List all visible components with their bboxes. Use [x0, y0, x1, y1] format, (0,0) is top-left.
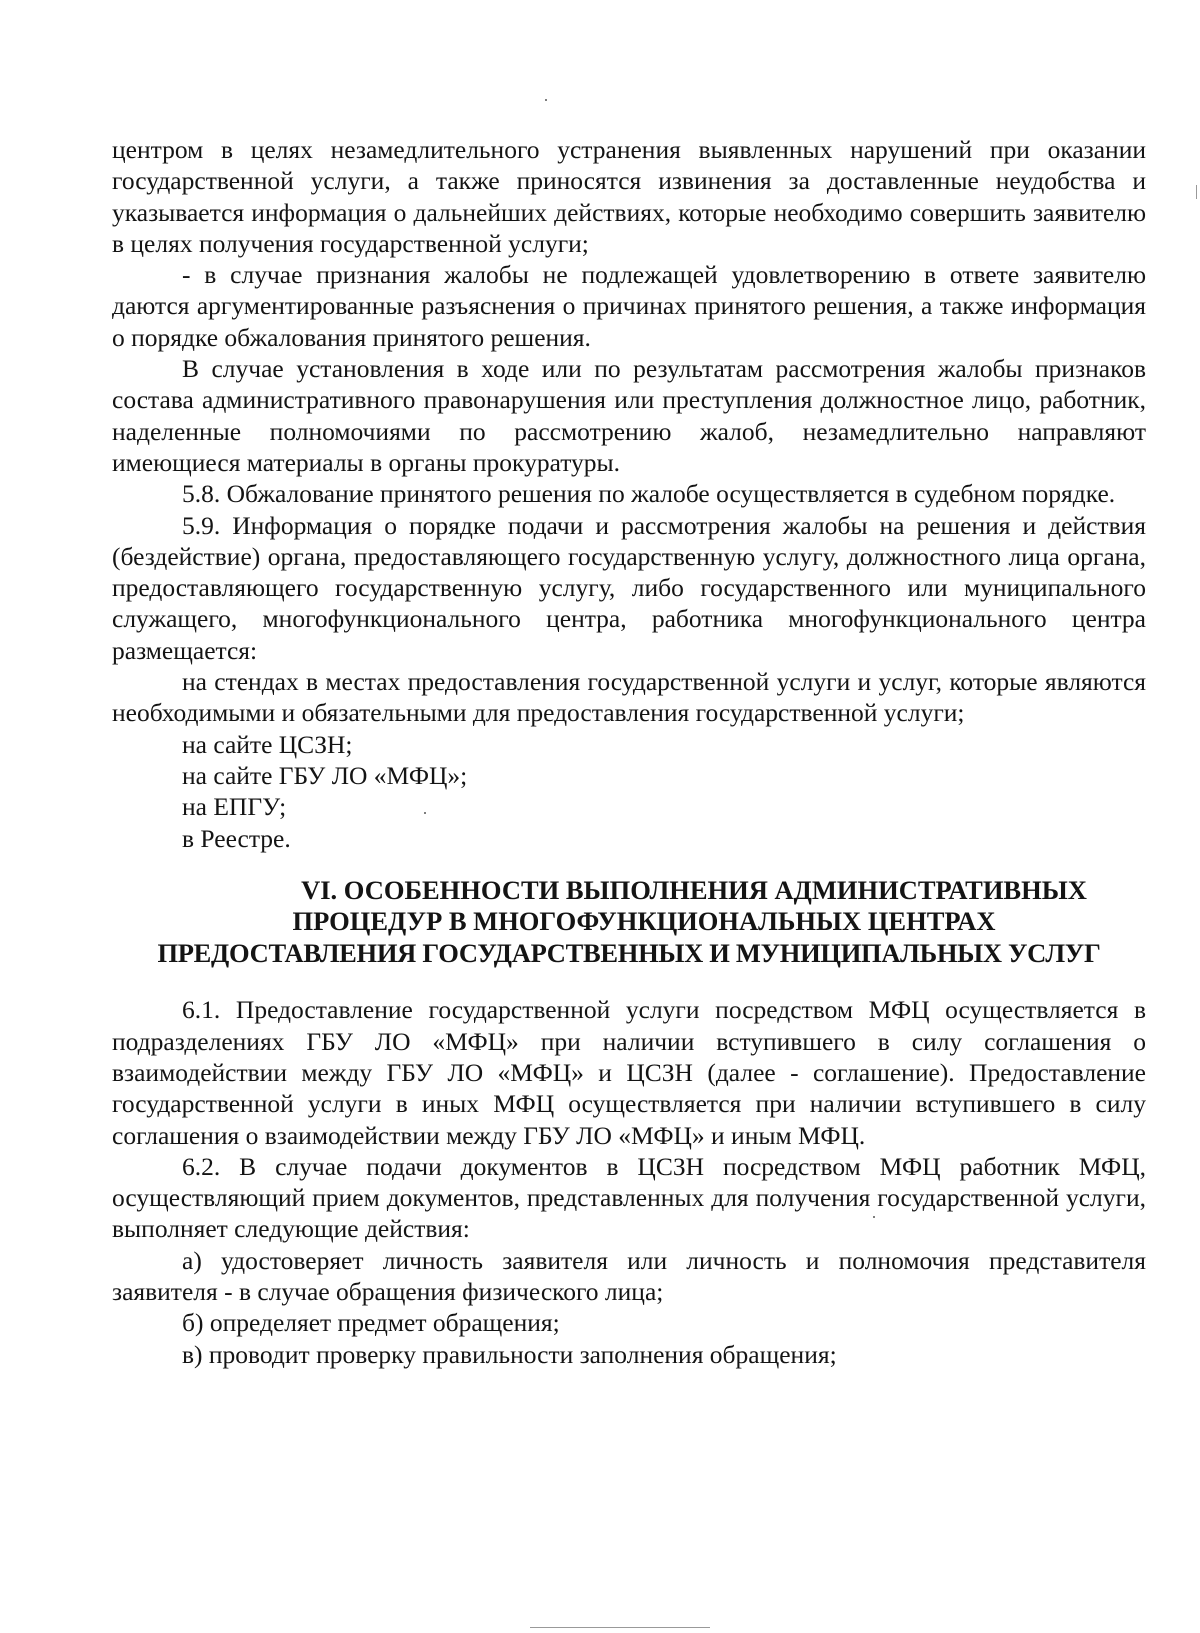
section-heading-line-1: VI. ОСОБЕННОСТИ ВЫПОЛНЕНИЯ АДМИНИСТРАТИВНЫХ — [301, 874, 1087, 905]
paragraph: б) определяет предмет обращения; — [182, 1308, 560, 1338]
document-body — [112, 134, 1146, 1370]
list-item: на сайте ГБУ ЛО «МФЦ»; — [182, 760, 468, 790]
scan-edge-mark — [530, 1627, 710, 1628]
paragraph: В случае установления в ходе или по результатам рассмотрения жалобы признаков состава административного правонарушения или преступления должностное лицо, работник, наделенные полномочиями по рассмотрению жалоб, незамедлительно направляют имеющиеся материалы в органы прокуратуры. — [112, 354, 1146, 477]
scan-speck — [545, 99, 547, 101]
paragraph: в) проводит проверку правильности заполнения обращения; — [182, 1339, 837, 1369]
paragraph: 5.9. Информация о порядке подачи и рассмотрения жалобы на решения и действия (бездействие) органа, предоставляющего государственную услугу, должностного лица органа, предоставляющего государственную услугу, либо государственного или муниципального служащего, многофункционального центра, работника многофункционального центра размещается: — [112, 510, 1146, 665]
paragraph: на стендах в местах предоставления государственной услуги и услуг, которые являются необходимыми и обязательными для предоставления государственной услуги; — [112, 667, 1146, 728]
section-heading-line-2: ПРОЦЕДУР В МНОГОФУНКЦИОНАЛЬНЫХ ЦЕНТРАХ — [292, 906, 996, 937]
paragraph: - в случае признания жалобы не подлежащей удовлетворению в ответе заявителю даются аргументированные разъяснения о причинах принятого решения, а также информация о порядке обжалования принятого решения. — [112, 260, 1146, 352]
paragraph: 6.2. В случае подачи документов в ЦСЗН посредством МФЦ работник МФЦ, осуществляющий прием документов, представленных для получения государственной услуги, выполняет следующие действия: — [112, 1151, 1146, 1244]
paragraph: а) удостоверяет личность заявителя или личность и полномочия представителя заявителя - в случае обращения физического лица; — [112, 1245, 1146, 1306]
list-item: на сайте ЦСЗН; — [182, 729, 353, 759]
scan-edge-mark — [1196, 185, 1197, 199]
list-item: на ЕПГУ; — [182, 792, 287, 822]
section-heading-line-3: ПРЕДОСТАВЛЕНИЯ ГОСУДАРСТВЕННЫХ И МУНИЦИПАЛЬНЫХ УСЛУГ — [157, 937, 1101, 968]
list-item: в Реестре. — [182, 823, 291, 853]
section-heading — [112, 875, 1146, 970]
paragraph: 6.1. Предоставление государственной услуги посредством МФЦ осуществляется в подразделениях ГБУ ЛО «МФЦ» при наличии вступившего в силу соглашения о взаимодействии между ГБУ ЛО «МФЦ» и ЦСЗН (далее - соглашение). Предоставление государственной услуги в иных МФЦ осуществляется при наличии вступившего в силу соглашения о взаимодействии между ГБУ ЛО «МФЦ» и иным МФЦ. — [112, 995, 1146, 1150]
paragraph: 5.8. Обжалование принятого решения по жалобе осуществляется в судебном порядке. — [182, 479, 1116, 509]
paragraph: центром в целях незамедлительного устранения выявленных нарушений при оказании государственной услуги, а также приносятся извинения за доставленные неудобства и указывается информация о дальнейших действиях, которые необходимо совершить заявителю в целях получения государственной услуги; — [112, 135, 1146, 258]
